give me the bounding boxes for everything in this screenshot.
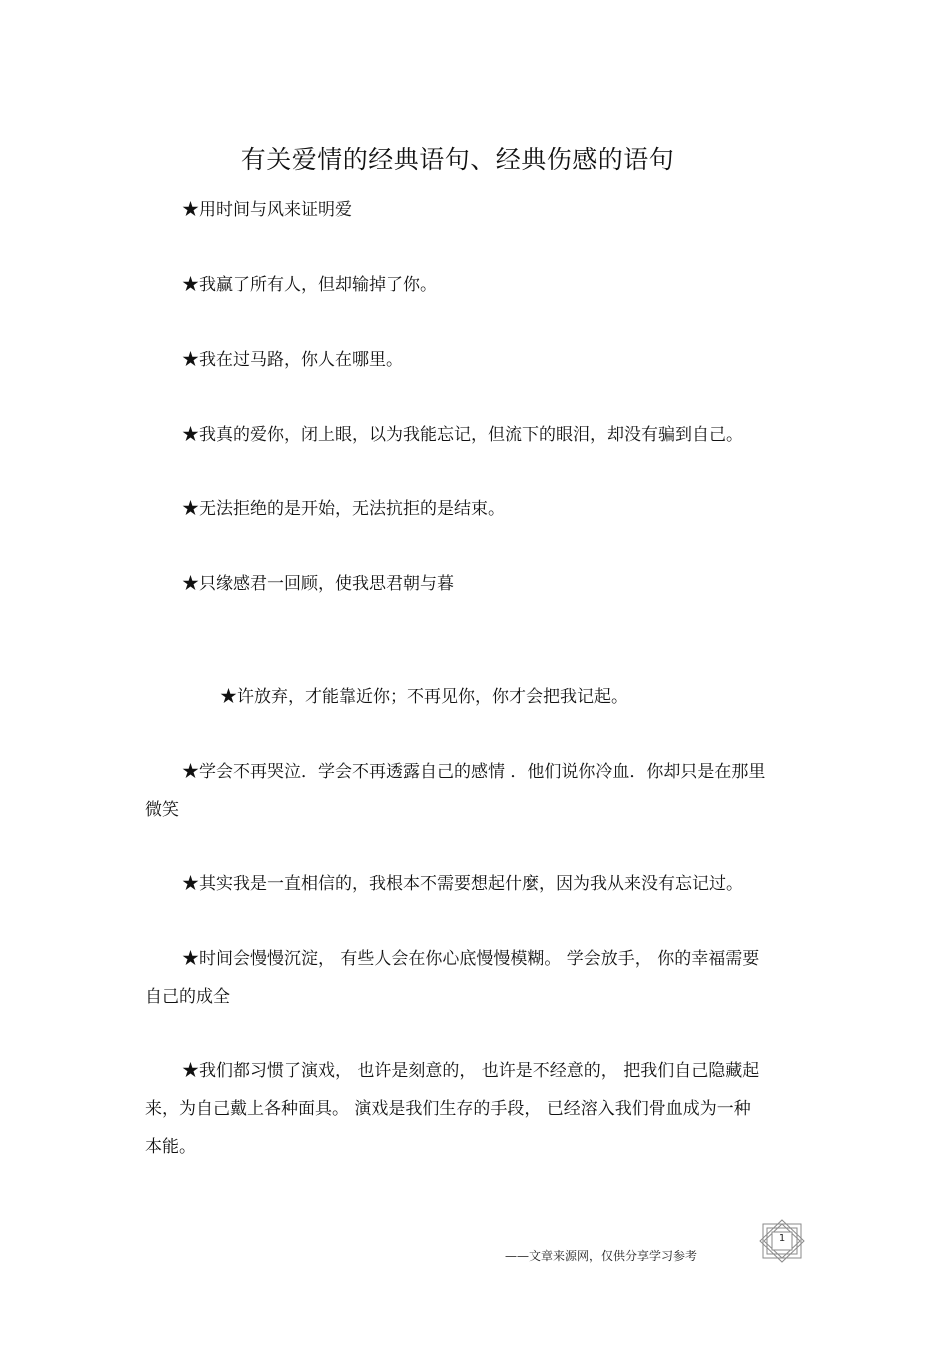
quote-line: ★用时间与风来证明爱 xyxy=(182,200,352,220)
quote-line: ★许放弃，才能靠近你；不再见你，你才会把我记起。 xyxy=(220,687,628,707)
quote-paragraph xyxy=(145,940,805,1016)
paragraph-line: 自己的成全 xyxy=(145,987,230,1007)
paragraph-line: ★时间会慢慢沉淀， 有些人会在你心底慢慢模糊。 学会放手， 你的幸福需要 xyxy=(182,949,760,969)
quote-line: ★我赢了所有人，但却输掉了你。 xyxy=(182,275,437,295)
paragraph-line: ★我们都习惯了演戏， 也许是刻意的， 也许是不经意的， 把我们自己隐藏起 xyxy=(182,1061,760,1081)
quote-line: ★我在过马路，你人在哪里。 xyxy=(182,350,403,370)
paragraph-line: 来，为自己戴上各种面具。 演戏是我们生存的手段， 已经溶入我们骨血成为一种 xyxy=(145,1099,751,1119)
quote-line: ★只缘感君一回顾，使我思君朝与暮 xyxy=(182,574,454,594)
paragraph-line: ★学会不再哭泣．学会不再透露自己的感情 ．他们说你冷血．你却只是在那里 xyxy=(182,762,766,782)
footer-source-note: ——文章来源网，仅供分享学习参考 xyxy=(505,1249,698,1263)
quote-paragraph xyxy=(145,1052,805,1166)
page-number: 1 xyxy=(778,1233,786,1244)
quote-paragraph xyxy=(145,753,805,829)
document-title: 有关爱情的经典语句、经典伤感的语句 xyxy=(240,145,675,174)
paragraph-line: ★其实我是一直相信的，我根本不需要想起什麼，因为我从来没有忘记过。 xyxy=(182,874,743,894)
paragraph-line: 本能。 xyxy=(145,1137,196,1157)
page-number-badge xyxy=(757,1219,807,1263)
quote-line: ★无法拒绝的是开始，无法抗拒的是结束。 xyxy=(182,499,505,519)
quote-line: ★我真的爱你，闭上眼，以为我能忘记，但流下的眼泪，却没有骗到自己。 xyxy=(182,425,743,445)
paragraph-line: 微笑 xyxy=(145,800,179,820)
quote-paragraph xyxy=(145,865,805,903)
